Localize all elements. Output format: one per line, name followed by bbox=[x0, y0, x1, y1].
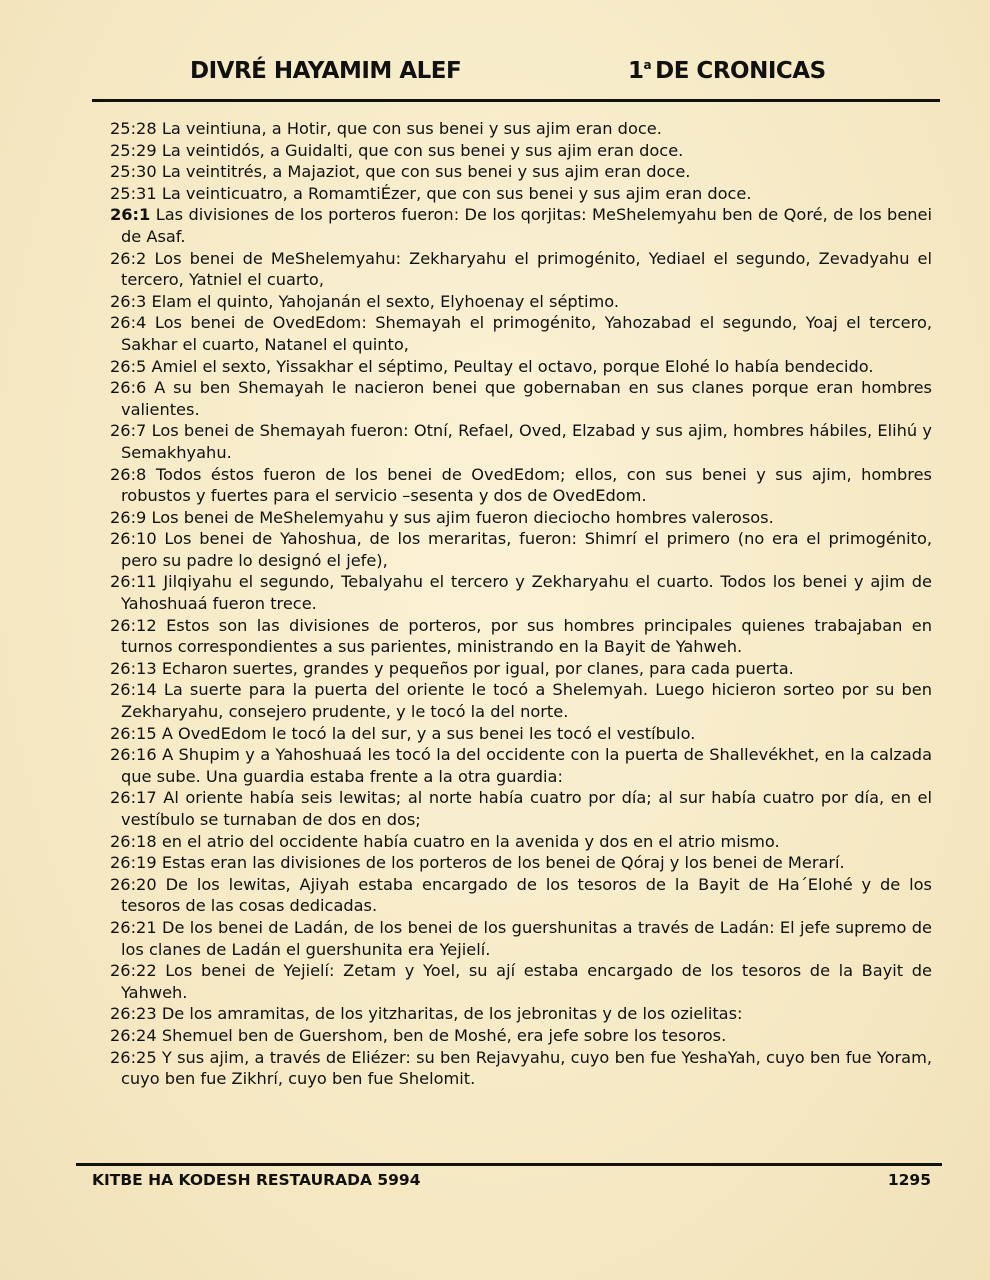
verse-text: Y sus ajim, a través de Eliézer: su ben Rejavyahu, cuyo ben fue YeshaYah, cuyo ben fue Yoram, cuyo ben fue Zikhrí, cuyo ben fue Shelomit. bbox=[121, 1047, 932, 1089]
verse bbox=[110, 291, 932, 313]
verse bbox=[110, 464, 932, 507]
verse-text: Jilqiyahu el segundo, Tebalyahu el tercero y Zekharyahu el cuarto. Todos los benei y ajim de Yahoshuaá fueron trece. bbox=[121, 572, 932, 614]
verse-chapter-start bbox=[110, 204, 932, 247]
book-subtitle bbox=[628, 58, 826, 84]
verse-text: Shemuel ben de Guershom, ben de Moshé, era jefe sobre los tesoros. bbox=[161, 1025, 727, 1045]
page-number: 1295 bbox=[887, 1171, 931, 1189]
verse bbox=[110, 852, 932, 874]
verse-text: Las divisiones de los porteros fueron: De los qorjitas: MeShelemyahu ben de Qoré, de los benei de Asaf. bbox=[121, 205, 932, 246]
verse bbox=[110, 571, 932, 614]
verse-text: Estas eran las divisiones de los porteros de los benei de Qóraj y los benei de Merarí. bbox=[161, 853, 845, 873]
verse-list bbox=[110, 118, 932, 1090]
verse-text: La veintidós, a Guidalti, que con sus benei y sus ajim eran doce. bbox=[161, 140, 684, 160]
verse-ref: 26:10 bbox=[110, 529, 157, 549]
verse-ref: 26:16 bbox=[110, 745, 157, 765]
verse bbox=[110, 248, 932, 291]
verse-ref: 25:29 bbox=[110, 140, 157, 160]
verse-text: A OvedEdom le tocó la del sur, y a sus benei les tocó el vestíbulo. bbox=[161, 723, 696, 743]
verse-text: Los benei de Yejielí: Zetam y Yoel, su ají estaba encargado de los tesoros de la Bayit de Yahweh. bbox=[121, 961, 932, 1002]
book-ordinal-sup: a bbox=[643, 58, 652, 72]
verse-text: Los benei de Yahoshua, de los meraritas, fueron: Shimrí el primero (no era el primogénito, pero su padre lo designó el jefe), bbox=[121, 529, 932, 570]
verse-ref: 26:7 bbox=[110, 421, 147, 441]
verse bbox=[110, 312, 932, 355]
verse-text: Los benei de MeShelemyahu: Zekharyahu el primogénito, Yediael el segundo, Zevadyahu el tercero, Yatniel el cuarto, bbox=[121, 248, 932, 290]
verse bbox=[110, 528, 932, 571]
verse-ref: 26:6 bbox=[110, 378, 147, 398]
verse bbox=[110, 356, 932, 378]
verse-ref: 26:4 bbox=[110, 313, 147, 333]
footer-divider bbox=[76, 1163, 942, 1166]
verse-text: De los lewitas, Ajiyah estaba encargado de los tesoros de la Bayit de Ha´Elohé y de los tesoros de las cosas dedicadas. bbox=[121, 874, 932, 916]
verse-ref: 26:15 bbox=[110, 723, 157, 743]
verse-ref: 26:12 bbox=[110, 615, 157, 635]
verse-text: Los benei de MeShelemyahu y sus ajim fueron dieciocho hombres valerosos. bbox=[151, 507, 774, 527]
verse bbox=[110, 420, 932, 463]
verse bbox=[110, 787, 932, 830]
verse-ref: 26:2 bbox=[110, 248, 147, 268]
verse-ref: 26:5 bbox=[110, 356, 147, 376]
verse-text: A Shupim y a Yahoshuaá les tocó la del occidente con la puerta de Shallevékhet, en la calzada que sube. Una guardia estaba frente a la otra guardia: bbox=[121, 745, 932, 786]
verse-text: De los amramitas, de los yitzharitas, de los jebronitas y de los ozielitas: bbox=[161, 1004, 743, 1024]
verse bbox=[110, 615, 932, 658]
book-ordinal: 1 bbox=[628, 58, 644, 84]
verse bbox=[110, 874, 932, 917]
verse-ref: 26:18 bbox=[110, 831, 157, 851]
verse-text: De los benei de Ladán, de los benei de los guershunitas a través de Ladán: El jefe supremo de los clanes de Ladán el guershunita era Yejielí. bbox=[121, 917, 932, 959]
verse-ref: 26:19 bbox=[110, 853, 157, 873]
book-name: DE CRONICAS bbox=[655, 58, 826, 84]
verse-ref: 26:14 bbox=[110, 680, 157, 700]
verse-text: Los benei de Shemayah fueron: Otní, Refael, Oved, Elzabad y sus ajim, hombres hábiles, Elihú y Semakhyahu. bbox=[121, 421, 932, 462]
verse-text: Echaron suertes, grandes y pequeños por igual, por clanes, para cada puerta. bbox=[161, 658, 794, 678]
verse bbox=[110, 1025, 932, 1047]
verse-ref: 26:25 bbox=[110, 1047, 157, 1067]
verse-text: Elam el quinto, Yahojanán el sexto, Elyhoenay el séptimo. bbox=[151, 291, 620, 311]
verse-text: La veinticuatro, a RomamtiÉzer, que con sus benei y sus ajim eran doce. bbox=[161, 183, 752, 203]
verse bbox=[110, 183, 932, 205]
verse bbox=[110, 118, 932, 140]
verse-text: A su ben Shemayah le nacieron benei que gobernaban en sus clanes porque eran hombres valientes. bbox=[121, 378, 932, 419]
verse bbox=[110, 960, 932, 1003]
footer-edition: KITBE HA KODESH RESTAURADA 5994 bbox=[92, 1171, 421, 1189]
verse-ref: 26:8 bbox=[110, 464, 147, 484]
verse bbox=[110, 1003, 932, 1025]
verse-ref: 26:20 bbox=[110, 874, 157, 894]
verse-ref: 25:28 bbox=[110, 119, 157, 138]
verse-ref: 26:9 bbox=[110, 507, 147, 527]
verse-ref: 25:30 bbox=[110, 162, 157, 182]
verse-ref: 25:31 bbox=[110, 183, 157, 203]
verse-text: Amiel el sexto, Yissakhar el séptimo, Peultay el octavo, porque Elohé lo había bendecido. bbox=[151, 356, 874, 376]
verse bbox=[110, 658, 932, 680]
verse-ref: 26:13 bbox=[110, 658, 157, 678]
verse-text: Al oriente había seis lewitas; al norte había cuatro por día; al sur había cuatro por día, en el vestíbulo se turnaban de dos en dos; bbox=[121, 788, 932, 829]
verse bbox=[110, 917, 932, 960]
verse-ref: 26:17 bbox=[110, 788, 157, 808]
verse-text: La suerte para la puerta del oriente le tocó a Shelemyah. Luego hicieron sorteo por su ben Zekharyahu, consejero prudente, y le tocó la del norte. bbox=[121, 680, 932, 722]
header-divider bbox=[92, 99, 940, 102]
verse bbox=[110, 744, 932, 787]
verse-text: Los benei de OvedEdom: Shemayah el primogénito, Yahozabad el segundo, Yoaj el tercero, Sakhar el cuarto, Natanel el quinto, bbox=[121, 313, 932, 354]
page-header bbox=[0, 58, 990, 92]
verse-ref: 26:21 bbox=[110, 917, 157, 937]
verse-text: Todos éstos fueron de los benei de OvedEdom; ellos, con sus benei y sus ajim, hombres robustos y fuertes para el servicio –sesenta y dos de OvedEdom. bbox=[121, 464, 932, 506]
verse bbox=[110, 831, 932, 853]
verse bbox=[110, 140, 932, 162]
verse-text: Estos son las divisiones de porteros, por sus hombres principales quienes trabajaban en turnos correspondientes a sus parientes, ministrando en la Bayit de Yahweh. bbox=[121, 615, 932, 657]
book-title: DIVRÉ HAYAMIM ALEF bbox=[190, 58, 462, 84]
verse bbox=[110, 723, 932, 745]
verse bbox=[110, 377, 932, 420]
verse-ref: 26:23 bbox=[110, 1004, 157, 1024]
verse bbox=[110, 161, 932, 183]
verse-text: en el atrio del occidente había cuatro en la avenida y dos en el atrio mismo. bbox=[161, 831, 780, 851]
verse bbox=[110, 1047, 932, 1090]
verse bbox=[110, 679, 932, 722]
verse-text: La veintiuna, a Hotir, que con sus benei y sus ajim eran doce. bbox=[161, 119, 662, 138]
verse-ref: 26:24 bbox=[110, 1025, 157, 1045]
verse-text: La veintitrés, a Majaziot, que con sus benei y sus ajim eran doce. bbox=[161, 162, 691, 182]
verse-ref: 26:3 bbox=[110, 291, 147, 311]
verse-ref: 26:1 bbox=[110, 205, 151, 225]
verse bbox=[110, 507, 932, 529]
verse-ref: 26:22 bbox=[110, 961, 157, 981]
verse-ref: 26:11 bbox=[110, 572, 157, 592]
